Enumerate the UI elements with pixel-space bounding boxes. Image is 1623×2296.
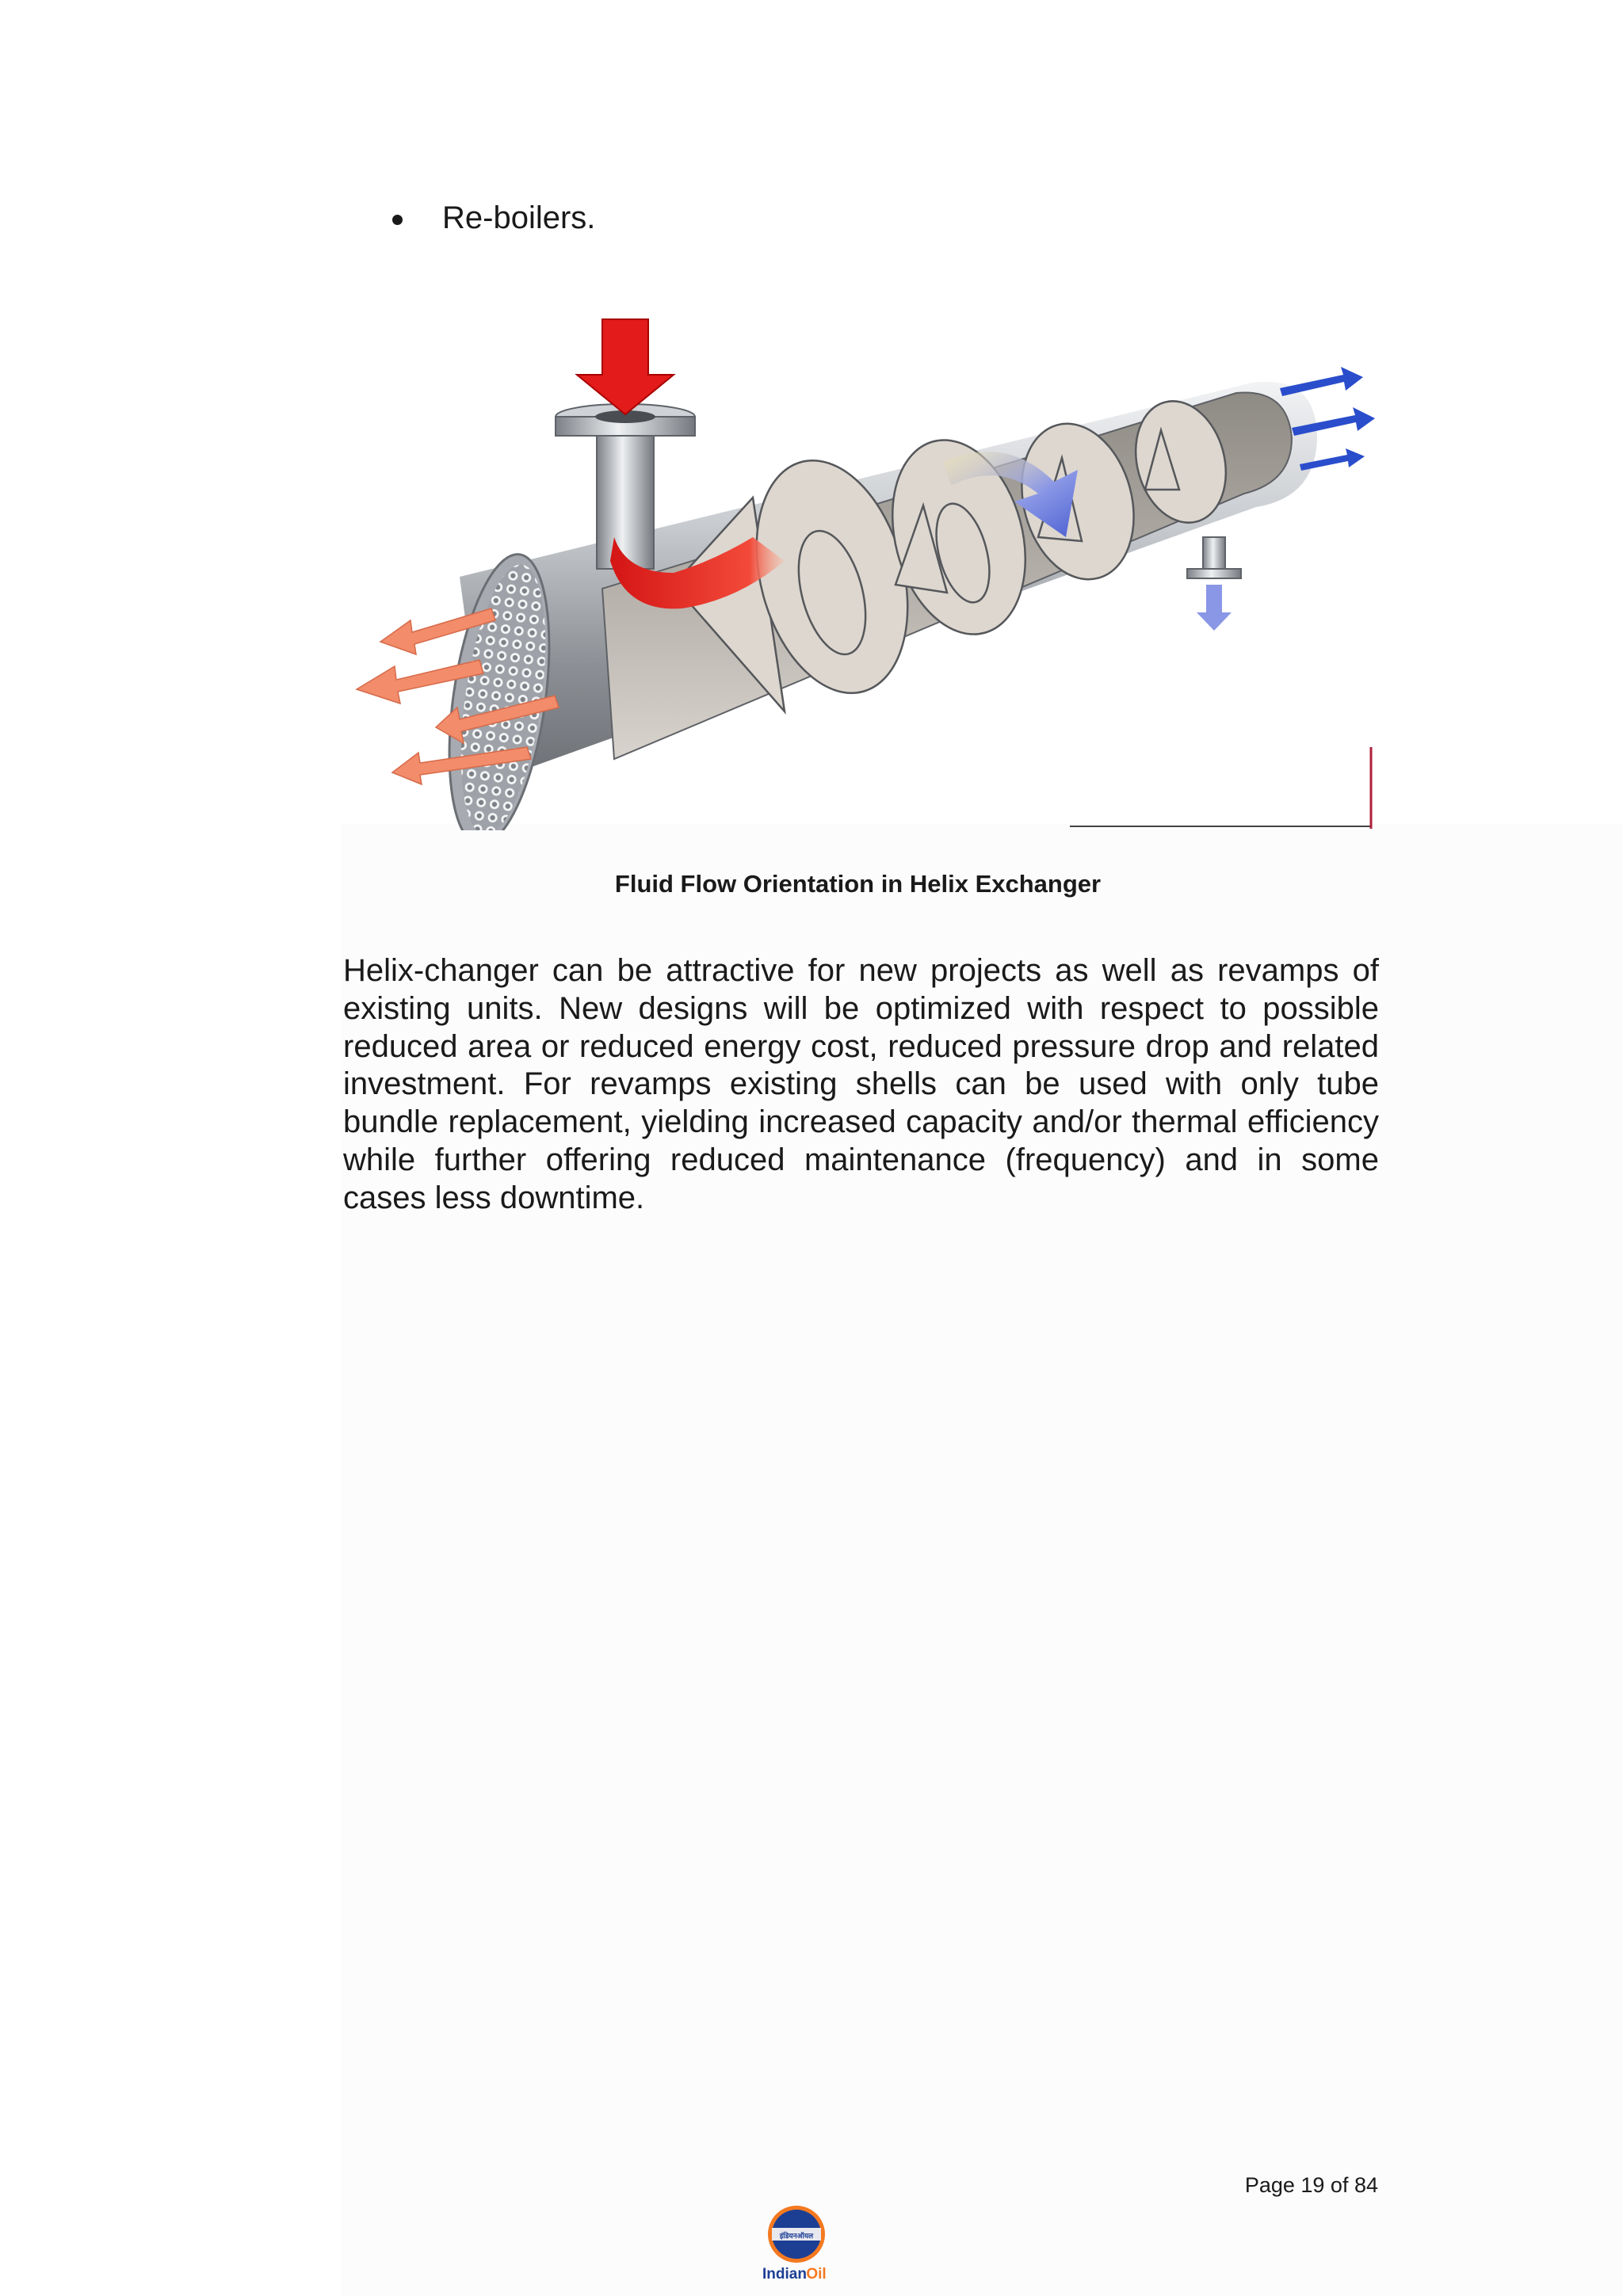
hot-inlet-arrow-icon (577, 319, 674, 414)
indianoil-logo (753, 2196, 840, 2291)
bullet-text: Re-boilers. (442, 200, 596, 235)
figure-caption: Fluid Flow Orientation in Helix Exchanger (614, 870, 1102, 898)
helix-exchanger-illustration (341, 299, 1375, 830)
outlet-down-arrow-icon (1197, 585, 1232, 631)
indianoil-logo-icon (753, 2196, 840, 2291)
outlet-nozzle (1187, 537, 1241, 578)
svg-text:इंडियनऑयल: इंडियनऑयल (779, 2232, 814, 2240)
logo-text-oil: Oil (806, 2266, 827, 2283)
bullet-dot-icon (392, 215, 403, 225)
page-number: Page 19 of 84 (1244, 2173, 1378, 2197)
helix-exchanger-figure (341, 299, 1375, 830)
body-paragraph: Helix-changer can be attractive for new projects as well as revamps of existing units. New designs will be optimized with respect to possible reduced area or reduced energy cost, reduced pressure drop and related investment. For revamps existing shells can be used with only tube bundle replacement, yielding increased capacity and/or thermal efficiency while further offering reduced maintenance (frequency) and in some cases less downtime. (343, 953, 1379, 1215)
logo-text-indian: Indian (762, 2266, 807, 2283)
